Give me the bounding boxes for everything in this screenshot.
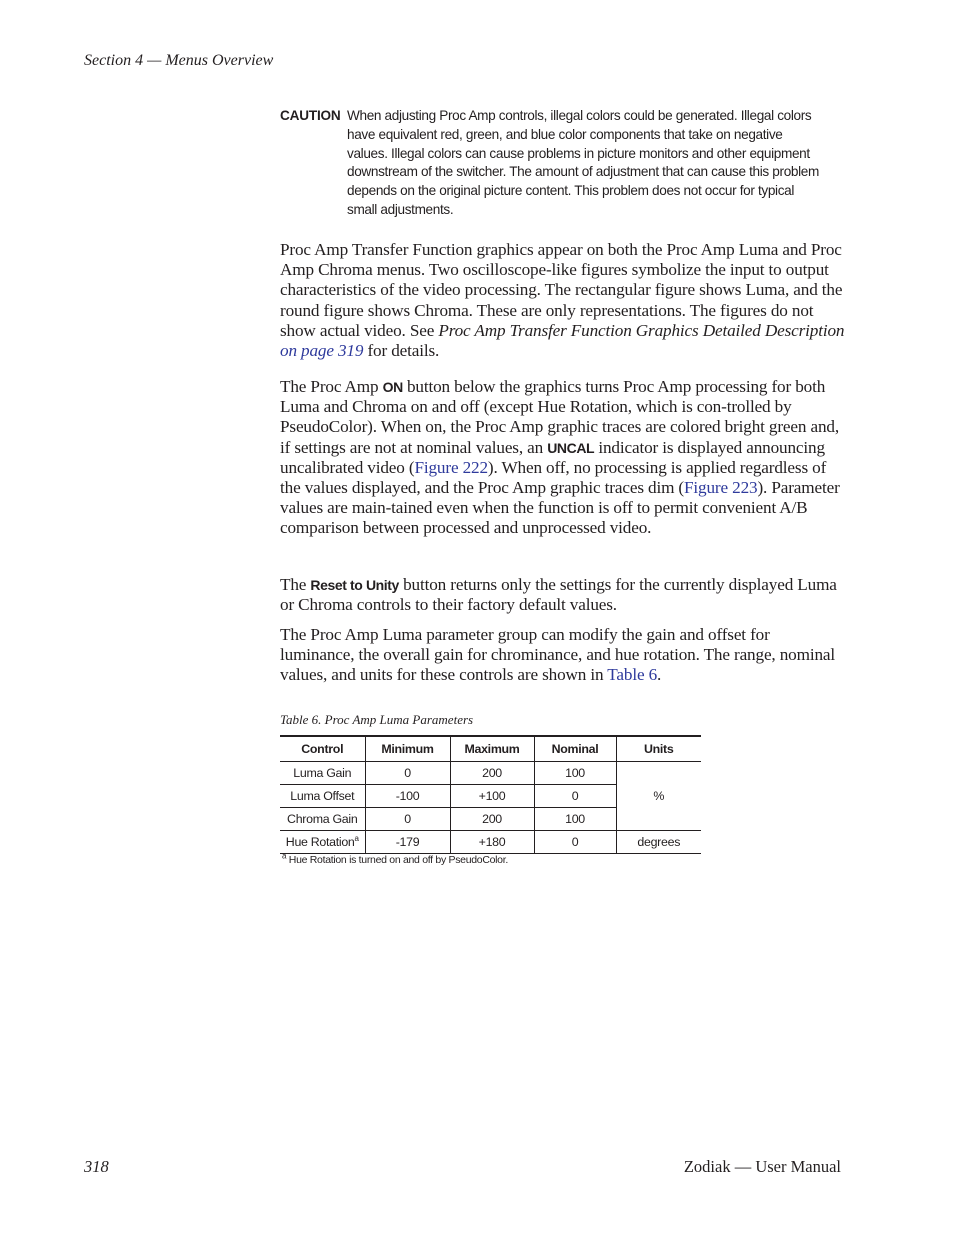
cell-maximum: +100 (450, 785, 534, 808)
para3-text-1: The (280, 575, 311, 594)
cell-maximum: +180 (450, 831, 534, 854)
reset-button-name: Reset to Unity (310, 577, 399, 593)
proc-amp-luma-table (280, 735, 701, 854)
para1-text: Proc Amp Transfer Function graphics appear on both the Proc Amp Luma and Proc Amp Chroma menus. Two oscilloscope-like figures symbolize the input to output characteristics of the video processing. The rectangular figure shows Luma, and the round figure shows Chroma. These are only representations. The figures do not show actual video. See (280, 240, 843, 340)
footnote-marker: a (282, 851, 287, 861)
section-header: Section 4 — Menus Overview (84, 52, 274, 69)
cell-nominal: 0 (534, 785, 616, 808)
page-number: 318 (84, 1157, 109, 1176)
cell-control-text: Hue Rotation (285, 835, 355, 849)
para4-text-1: The Proc Amp Luma parameter group can modify the gain and offset for luminance, the overall gain for chrominance, and hue rotation. The range, nominal values, and units for these controls are shown in (280, 625, 835, 685)
cell-control (280, 831, 365, 854)
para2-text-3: indicator is displayed announcing uncalibrated video ( (280, 437, 825, 477)
ref-title: Proc Amp Transfer Function Graphics Detailed Description (438, 320, 845, 340)
cell-control: Chroma Gain (280, 808, 365, 831)
footnote-text: Hue Rotation is turned on and off by PseudoColor. (288, 854, 508, 866)
cell-nominal: 100 (534, 808, 616, 831)
on-button-name: ON (382, 379, 403, 395)
table-row (280, 762, 701, 785)
cell-nominal: 100 (534, 762, 616, 785)
table-header-row (280, 736, 701, 762)
header-minimum: Minimum (365, 736, 450, 762)
cell-units: degrees (616, 831, 701, 854)
header-nominal: Nominal (534, 736, 616, 762)
para2-text-1: The Proc Amp (280, 377, 383, 396)
paragraph-transfer-function (280, 240, 845, 361)
footer-title: Zodiak — User Manual (683, 1157, 841, 1176)
cell-minimum: -179 (365, 831, 450, 854)
header-units: Units (616, 736, 701, 762)
header-control: Control (280, 736, 365, 762)
para2-text-4: ). When off, no processing is applied regardless of the values displayed, and the Proc Amp graphic traces dim ( (280, 457, 827, 498)
footnote-mark: a (354, 833, 359, 843)
para2-text-5: ). Parameter values are main-tained even when the function is off to permit convenient A/B comparison between processed and unprocessed video. (280, 478, 840, 538)
cell-minimum: -100 (365, 785, 450, 808)
figure-223-link[interactable]: Figure 223 (684, 478, 758, 498)
para2-text-2: button below the graphics turns Proc Amp processing for both Luma and Chroma on and off (except Hue Rotation, which is con-trolled by PseudoColor). When on, the Proc Amp graphic traces are colored bright green and, if settings are not at nominal values, an (280, 377, 839, 457)
cell-control: Luma Offset (280, 785, 365, 808)
page-ref-link[interactable]: on page 319 (280, 341, 364, 361)
table-6-link[interactable]: Table 6 (607, 665, 658, 685)
caution-note (280, 107, 820, 220)
table-footnote (282, 851, 508, 866)
para1-end: for details. (363, 341, 440, 361)
cell-nominal: 0 (534, 831, 616, 854)
paragraph-reset (280, 575, 845, 615)
cell-maximum: 200 (450, 762, 534, 785)
cell-control: Luma Gain (280, 762, 365, 785)
table-row (280, 831, 701, 854)
paragraph-on-button (280, 377, 845, 539)
cell-units-percent: % (616, 762, 701, 831)
caution-label: CAUTION (280, 108, 341, 123)
figure-222-link[interactable]: Figure 222 (414, 457, 488, 477)
cell-minimum: 0 (365, 808, 450, 831)
cell-maximum: 200 (450, 808, 534, 831)
cell-minimum: 0 (365, 762, 450, 785)
header-maximum: Maximum (450, 736, 534, 762)
para3-text-2: button returns only the settings for the currently displayed Luma or Chroma controls to their factory default values. (280, 575, 837, 615)
caution-text: When adjusting Proc Amp controls, illegal colors could be generated. Illegal colors have equivalent red, green, and blue color components that take on negative values. Illegal colors can cause problems in picture monitors and other equipment downstream of the switcher. The amount of adjustment that can cause this problem depends on the original picture content. This problem does not occur for typical small adjustments. (347, 108, 819, 217)
para4-text-2: . (657, 665, 662, 685)
paragraph-luma-group (280, 625, 845, 686)
uncal-indicator-name: UNCAL (547, 439, 595, 456)
table-caption: Table 6. Proc Amp Luma Parameters (280, 712, 474, 727)
